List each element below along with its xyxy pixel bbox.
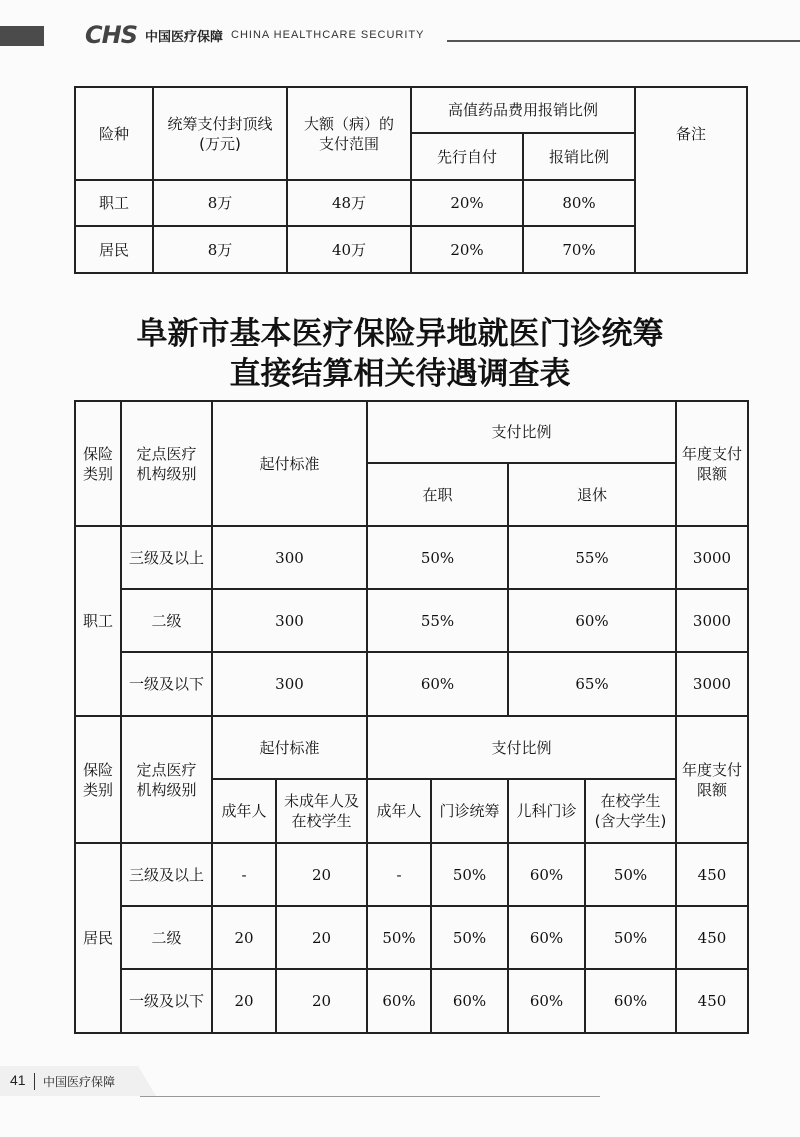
cell-deductible: 300 xyxy=(212,526,367,589)
footer-magazine-name: 中国医疗保障 xyxy=(43,1075,116,1089)
high-value-drug-table xyxy=(74,86,748,274)
cell-ratio-pediatric: 60% xyxy=(508,906,585,969)
table-row xyxy=(75,843,748,906)
header-active-employee: 在职 xyxy=(367,463,508,526)
cell-range: 48万 xyxy=(287,180,411,226)
cell-active-ratio: 55% xyxy=(367,589,508,652)
table-row xyxy=(75,906,748,969)
header-bar xyxy=(0,26,44,46)
header-deductible: 起付标准 xyxy=(212,401,367,526)
group-worker: 职工 xyxy=(75,526,121,716)
cell-level: 三级及以上 xyxy=(121,526,212,589)
remarks-label: 备注 xyxy=(675,125,706,143)
survey-title-line-2: 直接结算相关待遇调查表 xyxy=(229,356,571,392)
cell-deductible-adult: 20 xyxy=(212,906,276,969)
logo-mark: CHS xyxy=(85,21,137,49)
survey-title-line-1: 阜新市基本医疗保险异地就医门诊统筹 xyxy=(136,316,664,352)
cell-active-ratio: 60% xyxy=(367,652,508,716)
cell-ratio-adult: - xyxy=(367,843,431,906)
header-deductible-minor-student: 未成年人及 在校学生 xyxy=(276,779,367,843)
cell-level: 二级 xyxy=(121,589,212,652)
footer-rule xyxy=(140,1096,600,1097)
cell-retired-ratio: 55% xyxy=(508,526,676,589)
cell-level: 三级及以上 xyxy=(121,843,212,906)
header-rule xyxy=(447,40,800,42)
cell-level: 一级及以下 xyxy=(121,652,212,716)
cell-ratio-student: 50% xyxy=(585,906,676,969)
cell-type: 居民 xyxy=(75,226,153,273)
header-payment-ratio: 支付比例 xyxy=(367,401,676,463)
cell-limit: 450 xyxy=(676,843,748,906)
cell-ratio-outpatient: 50% xyxy=(431,843,508,906)
cell-type: 职工 xyxy=(75,180,153,226)
cell-limit: 3000 xyxy=(676,589,748,652)
cell-ratio-student: 50% xyxy=(585,843,676,906)
header-deductible: 起付标准 xyxy=(212,716,367,779)
header-annual-limit: 年度支付 限额 xyxy=(676,401,748,526)
outpatient-settlement-table xyxy=(74,400,749,1034)
header-retired: 退休 xyxy=(508,463,676,526)
table-row xyxy=(75,526,748,589)
cell-retired-ratio: 65% xyxy=(508,652,676,716)
header-insurance-type: 险种 xyxy=(75,87,153,180)
cell-deductible: 300 xyxy=(212,652,367,716)
header-insurance-type: 保险 类别 xyxy=(75,716,121,843)
cell-cap: 8万 xyxy=(153,226,287,273)
header-pooling-cap: 统筹支付封顶线 (万元) xyxy=(153,87,287,180)
cell-cap: 8万 xyxy=(153,180,287,226)
cell-deductible-minor: 20 xyxy=(276,843,367,906)
header-annual-limit: 年度支付 限额 xyxy=(676,716,748,843)
cell-deductible: 300 xyxy=(212,589,367,652)
cell-limit: 450 xyxy=(676,969,748,1033)
cell-ratio-student: 60% xyxy=(585,969,676,1033)
table-row xyxy=(75,969,748,1033)
cell-deductible-minor: 20 xyxy=(276,969,367,1033)
header-self-pay: 先行自付 xyxy=(411,133,523,180)
cell-active-ratio: 50% xyxy=(367,526,508,589)
cell-limit: 450 xyxy=(676,906,748,969)
cell-ratio-outpatient: 60% xyxy=(431,969,508,1033)
cell-ratio-pediatric: 60% xyxy=(508,969,585,1033)
cell-self-pay: 20% xyxy=(411,226,523,273)
logo-chinese-name: 中国医疗保障 xyxy=(144,29,223,45)
magazine-logo xyxy=(85,22,425,48)
cell-deductible-minor: 20 xyxy=(276,906,367,969)
logo-english-name: CHINA HEALTHCARE SECURITY xyxy=(231,29,425,41)
cell-limit: 3000 xyxy=(676,652,748,716)
header-remarks xyxy=(635,87,747,273)
page-number: 41 xyxy=(10,1072,26,1088)
header-insurance-type: 保险 类别 xyxy=(75,401,121,526)
header-student: 在校学生 (含大学生) xyxy=(585,779,676,843)
cell-ratio-adult: 60% xyxy=(367,969,431,1033)
table-row xyxy=(75,589,748,652)
table-row xyxy=(75,652,748,716)
header-major-illness-range: 大额（病）的 支付范围 xyxy=(287,87,411,180)
header-outpatient-pooling: 门诊统筹 xyxy=(431,779,508,843)
header-ratio-adult: 成年人 xyxy=(367,779,431,843)
footer-divider xyxy=(34,1073,35,1090)
cell-deductible-adult: - xyxy=(212,843,276,906)
header-facility-level: 定点医疗 机构级别 xyxy=(121,716,212,843)
cell-ratio-pediatric: 60% xyxy=(508,843,585,906)
group-resident: 居民 xyxy=(75,843,121,1033)
cell-level: 二级 xyxy=(121,906,212,969)
cell-deductible-adult: 20 xyxy=(212,969,276,1033)
cell-range: 40万 xyxy=(287,226,411,273)
cell-level: 一级及以下 xyxy=(121,969,212,1033)
header-deductible-adult: 成年人 xyxy=(212,779,276,843)
cell-self-pay: 20% xyxy=(411,180,523,226)
header-reimburse-ratio: 报销比例 xyxy=(523,133,635,180)
header-high-value-drug-ratio: 高值药品费用报销比例 xyxy=(411,87,635,133)
cell-ratio-outpatient: 50% xyxy=(431,906,508,969)
cell-ratio: 80% xyxy=(523,180,635,226)
header-pediatric-outpatient: 儿科门诊 xyxy=(508,779,585,843)
cell-ratio: 70% xyxy=(523,226,635,273)
header-payment-ratio: 支付比例 xyxy=(367,716,676,779)
header-facility-level: 定点医疗 机构级别 xyxy=(121,401,212,526)
cell-ratio-adult: 50% xyxy=(367,906,431,969)
cell-retired-ratio: 60% xyxy=(508,589,676,652)
cell-limit: 3000 xyxy=(676,526,748,589)
